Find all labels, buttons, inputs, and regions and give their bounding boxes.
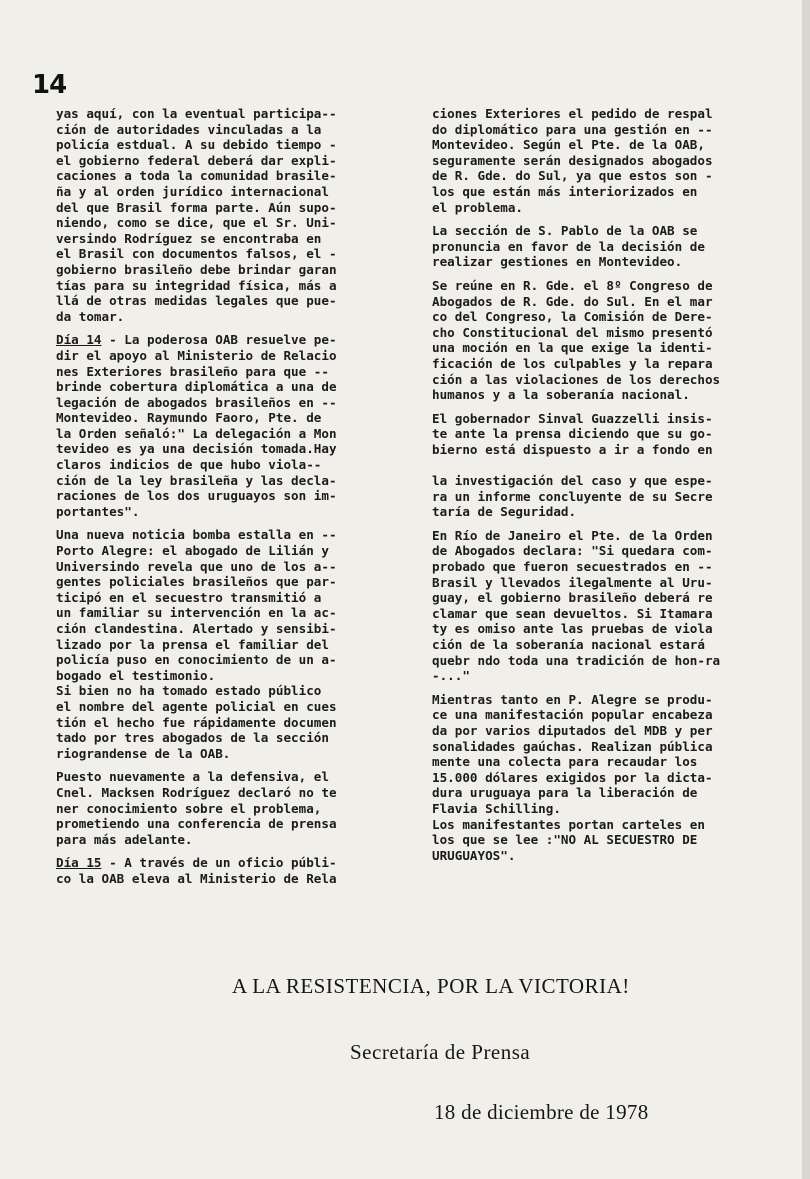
right-column — [432, 106, 787, 871]
paragraph: La sección de S. Pablo de la OAB se pronuncia en favor de la decisión de realizar gestiones en Montevideo. — [432, 223, 705, 270]
closing-motto: A LA RESISTENCIA, POR LA VICTORIA! — [232, 974, 630, 998]
paragraph: Mientras tanto en P. Alegre se produ- ce una manifestación popular encabeza da por varios diputados del MDB y per sonalidades gaúchas. Realizan pública mente una colecta para recaudar los 15.000 dólares exigidos por la dicta- dura uruguaya para la liberación de Flavia Schilling. — [432, 691, 713, 816]
signature: Secretaría de Prensa — [350, 1040, 531, 1064]
page-number: 14 — [32, 70, 67, 100]
left-column — [56, 106, 406, 895]
paragraph: Se reúne en R. Gde. el 8º Congreso de Abogados de R. Gde. do Sul. En el mar co del Congreso, la Comisión de Dere- cho Constitucional del mismo presentó una moción en la que exige la identi- ficación de los culpables y la repara ción a las violaciones de los derechos humanos y a la soberanía nacional. — [432, 277, 721, 403]
paragraph: Si bien no ha tomado estado público el nombre del agente policial en cues tión el hecho fue rápidamente documen tado por tres abogados de la sección riograndense de la OAB. — [56, 683, 337, 761]
paragraph: Los manifestantes portan carteles en los que se lee :"NO AL SECUESTRO DE URUGUAYOS". — [432, 816, 705, 863]
paragraph: Día 14 - La poderosa OAB resuelve pe- dir el apoyo al Ministerio de Relacio nes Exteriores brasileño para que -- brinde cobertura diplomática a una de legación de abogados brasileños en -- Montevideo. Raymundo Faoro, Pte. de la Orden señaló:" La delegación a Mon tevideo es ya una decisión tomada.Hay claros indicios de que hubo viola-- ción de la ley brasileña y las decla- raciones de los dos uruguayos son im- portantes". — [56, 332, 337, 519]
paragraph: ciones Exteriores el pedido de respal do diplomático para una gestión en -- Montevideo. Según el Pte. de la OAB, seguramente serán designados abogados de R. Gde. do Sul, ya que estos son - los que están más interiorizados en el problema. — [432, 106, 713, 215]
day-heading: Día 15 — [56, 855, 102, 871]
paragraph: yas aquí, con la eventual participa-- ción de autoridades vinculadas a la policía estdual. A su debido tiempo - el gobierno federal deberá dar expli- caciones a toda la comunidad brasile- ña y al orden jurídico internacional del que Brasil forma parte. Aún supo- niendo, como se dice, que el Sr. Uni- versindo Rodríguez se encontraba en el Brasil con documentos falsos, el - gobierno brasileño debe brindar garan tías para su integridad física, más a llá de otras medidas legales que pue- da tomar. — [56, 106, 337, 324]
page-edge-shadow — [802, 0, 810, 1179]
day-heading: Día 14 — [56, 332, 102, 348]
paragraph: El gobernador Sinval Guazzelli insis- te ante la prensa diciendo que su go- bierno está dispuesto a ir a fondo en la investigación del caso y que espe- ra un informe concluyente de su Secre taría de Seguridad. — [432, 410, 713, 520]
paragraph: En Río de Janeiro el Pte. de la Orden de Abogados declara: "Si quedara com- probado que fueron secuestrados en -- Brasil y llevados ilegalmente al Uru- guay, el gobierno brasileño deberá re clamar que sean devueltos. Si Itamara ty es omiso ante las pruebas de viola ción de la soberanía nacional estará quebr ndo toda una tradición de hon-ra -..." — [432, 527, 721, 684]
paragraph: Día 15 - A través de un oficio públi- co la OAB eleva al Ministerio de Rela — [56, 855, 337, 886]
document-date: 18 de diciembre de 1978 — [434, 1100, 649, 1124]
paragraph: Puesto nuevamente a la defensiva, el Cnel. Macksen Rodríguez declaró no te ner conocimiento sobre el problema, prometiendo una conferencia de prensa para más adelante. — [56, 769, 337, 847]
paragraph: Una nueva noticia bomba estalla en -- Porto Alegre: el abogado de Lilián y Universindo revela que uno de los a-- gentes policiales brasileños que par- ticipó en el secuestro transmitió a un familiar su intervención en la ac- ción clandestina. Alertado y sensibi- lizado por la prensa el familiar del policía puso en conocimiento de un a- bogado el testimonio. — [56, 527, 337, 683]
